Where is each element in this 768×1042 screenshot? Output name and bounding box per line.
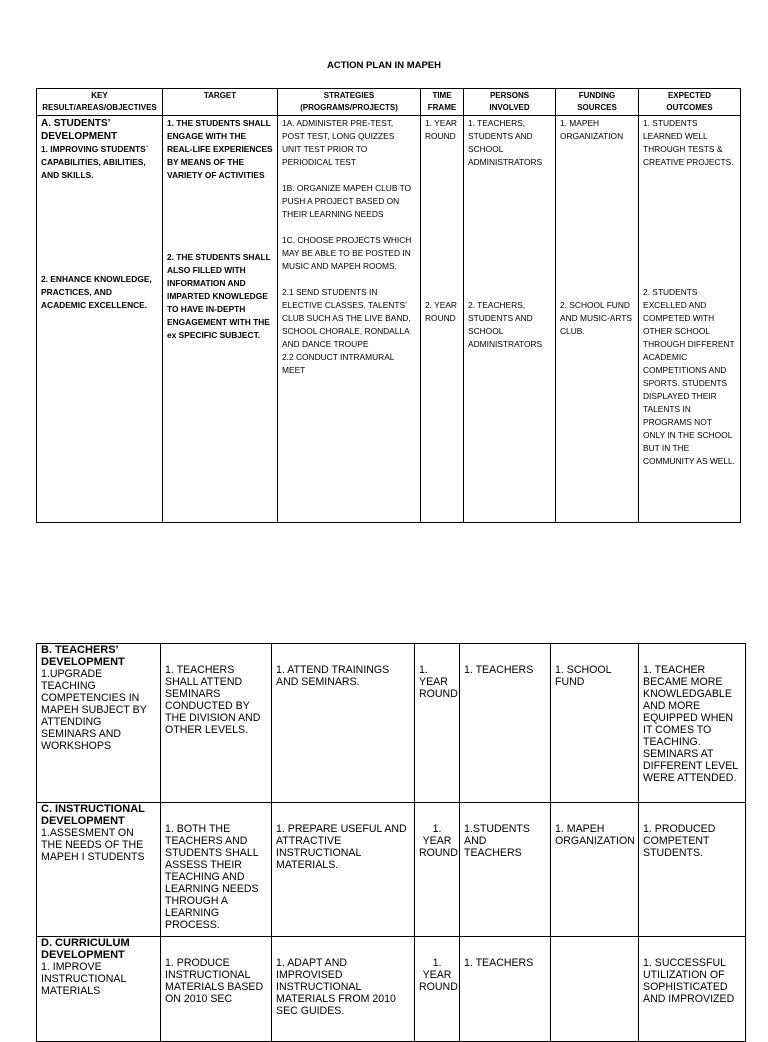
target-text: 1. TEACHERS SHALL ATTEND SEMINARS CONDUCTED BY THE DIVISION AND OTHER LEVELS. xyxy=(165,664,261,736)
key-area-cell xyxy=(37,937,161,1042)
persons-text: 1.STUDENTS AND TEACHERS xyxy=(464,823,530,859)
persons-cell xyxy=(460,803,551,937)
outcome-item: 2. STUDENTS EXCELLED AND COMPETED WITH OTHER SCHOOL THROUGH DIFFERENT ACADEMIC COMPETITIONS AND SPORTS. STUDENTS DISPLAYED THEIR TALENTS IN PROGRAMS NOT ONLY IN THE SCHOOL BUT IN THE COMMUNITY AS WELL. xyxy=(643,287,735,466)
strategies-cell xyxy=(278,116,421,523)
outcome-cell xyxy=(639,644,746,803)
action-plan-table-development xyxy=(36,643,746,1042)
strategy-cell xyxy=(272,803,415,937)
strategy-cell xyxy=(272,644,415,803)
strategy-item: 2.1 SEND STUDENTS IN ELECTIVE CLASSES, TALENTS’ CLUB SUCH AS THE LIVE BAND, SCHOOL CHORALE, RONDALLA AND DANCE TROUPE xyxy=(282,287,411,349)
table-row xyxy=(37,803,746,937)
target-text: 1. BOTH THE TEACHERS AND STUDENTS SHALL ASSESS THEIR TEACHING AND LEARNING NEEDS THROUGH A LEARNING PROCESS. xyxy=(165,823,259,931)
header-expected-outcomes: EXPECTED OUTCOMES xyxy=(639,89,741,116)
outcomes-cell xyxy=(639,116,741,523)
key-area-text: 1. IMPROVE INSTRUCTIONAL MATERIALS xyxy=(41,961,126,997)
time-frame-cell xyxy=(415,803,460,937)
outcome-text: 1. TEACHER BECAME MORE KNOWLEDGABLE AND MORE EQUIPPED WHEN IT COMES TO TEACHING. SEMINARS AT DIFFERENT LEVEL WERE ATTENDED. xyxy=(643,664,738,784)
funding-text: 1. MAPEH ORGANIZATION xyxy=(555,823,635,847)
funding-cell xyxy=(551,937,639,1042)
key-area-title: D. CURRICULUM DEVELOPMENT xyxy=(41,937,130,961)
key-area-item: 1. IMPROVING STUDENTS` CAPABILITIES, ABILITIES, AND SKILLS. xyxy=(41,144,149,180)
target-item: 2. THE STUDENTS SHALL ALSO FILLED WITH INFORMATION AND IMPARTED KNOWLEDGE TO HAVE IN-DEPTH ENGAGEMENT WITH THE ex SPECIFIC SUBJECT. xyxy=(167,252,271,340)
time-frame-item: 1. YEAR ROUND xyxy=(425,118,457,141)
time-frame-cell xyxy=(415,644,460,803)
key-area-title: C. INSTRUCTIONAL DEVELOPMENT xyxy=(41,803,145,827)
key-area-cell xyxy=(37,644,161,803)
page-title: ACTION PLAN IN MAPEH xyxy=(327,60,441,71)
persons-cell xyxy=(460,937,551,1042)
strategy-text: 1. ATTEND TRAININGS AND SEMINARS. xyxy=(276,664,390,688)
target-cell xyxy=(161,803,272,937)
action-plan-table-students xyxy=(36,88,741,523)
outcome-cell xyxy=(639,937,746,1042)
outcome-item: 1. STUDENTS LEARNED WELL THROUGH TESTS & CREATIVE PROJECTS. xyxy=(643,118,734,167)
strategy-item: 1B. ORGANIZE MAPEH CLUB TO PUSH A PROJECT BASED ON THEIR LEARNING NEEDS xyxy=(282,183,412,219)
funding-cell xyxy=(551,803,639,937)
target-text: 1. PRODUCE INSTRUCTIONAL MATERIALS BASED ON 2010 SEC xyxy=(165,957,264,1005)
funding-text: 1. SCHOOL FUND xyxy=(555,664,612,688)
strategy-text: 1. ADAPT AND IMPROVISED INSTRUCTIONAL MATERIALS FROM 2010 SEC GUIDES. xyxy=(276,957,396,1017)
strategy-item: 1A. ADMINISTER PRE-TEST, POST TEST, LONG QUIZZES UNIT TEST PRIOR TO PERIODICAL TEST xyxy=(282,118,395,167)
persons-cell xyxy=(460,644,551,803)
funding-cell xyxy=(556,116,639,523)
persons-cell xyxy=(464,116,556,523)
key-area-text: 1.UPGRADE TEACHING COMPETENCIES IN MAPEH SUBJECT BY ATTENDING SEMINARS AND WORKSHOPS xyxy=(41,668,147,752)
target-cell xyxy=(163,116,278,523)
header-time-frame: TIME FRAME xyxy=(421,89,464,116)
outcome-text: 1. SUCCESSFUL UTILIZATION OF SOPHISTICATED AND IMPROVIZED xyxy=(643,957,735,1005)
header-funding-sources: FUNDING SOURCES xyxy=(556,89,639,116)
funding-cell xyxy=(551,644,639,803)
persons-text: 1. TEACHERS xyxy=(464,957,534,969)
target-item: 1. THE STUDENTS SHALL ENGAGE WITH THE REAL-LIFE EXPERIENCES BY MEANS OF THE VARIETY OF ACTIVITIES xyxy=(167,118,273,180)
outcome-cell xyxy=(639,803,746,937)
header-strategies: STRATEGIES (PROGRAMS/PROJECTS) xyxy=(278,89,421,116)
persons-text: 1. TEACHERS xyxy=(464,664,534,676)
time-frame-text: 1. YEAR ROUND xyxy=(419,664,458,700)
strategy-item: 2.2 CONDUCT INTRAMURAL MEET xyxy=(282,352,395,375)
persons-item: 2. TEACHERS, STUDENTS AND SCHOOL ADMINISTRATORS xyxy=(468,300,543,349)
funding-item: 2. SCHOOL FUND AND MUSIC-ARTS CLUB. xyxy=(560,300,632,336)
strategy-text: 1. PREPARE USEFUL AND ATTRACTIVE INSTRUCTIONAL MATERIALS. xyxy=(276,823,407,871)
time-frame-cell xyxy=(421,116,464,523)
table-row xyxy=(37,937,746,1042)
header-target: TARGET xyxy=(163,89,278,116)
table-row xyxy=(37,116,741,523)
key-area-item: 2. ENHANCE KNOWLEDGE, PRACTICES, AND ACADEMIC EXCELLENCE. xyxy=(41,274,152,310)
time-frame-text: 1. YEAR ROUND xyxy=(419,823,458,859)
key-area-title: A. STUDENTS’ DEVELOPMENT xyxy=(41,118,118,142)
target-cell xyxy=(161,937,272,1042)
header-key-result: KEY RESULT/AREAS/OBJECTIVES xyxy=(37,89,163,116)
header-persons-involved: PERSONS INVOLVED xyxy=(464,89,556,116)
time-frame-item: 2. YEAR ROUND xyxy=(425,300,457,323)
strategy-cell xyxy=(272,937,415,1042)
time-frame-cell xyxy=(415,937,460,1042)
target-cell xyxy=(161,644,272,803)
key-area-text: 1.ASSESMENT ON THE NEEDS OF THE MAPEH I STUDENTS xyxy=(41,827,145,863)
funding-item: 1. MAPEH ORGANIZATION xyxy=(560,118,624,141)
strategy-item: 1C. CHOOSE PROJECTS WHICH MAY BE ABLE TO BE POSTED IN MUSIC AND MAPEH ROOMS. xyxy=(282,235,412,271)
key-area-title: B. TEACHERS’ DEVELOPMENT xyxy=(41,644,125,668)
persons-item: 1. TEACHERS, STUDENTS AND SCHOOL ADMINISTRATORS xyxy=(468,118,543,167)
outcome-text: 1. PRODUCED COMPETENT STUDENTS. xyxy=(643,823,716,859)
table-header-row xyxy=(37,89,741,116)
key-area-cell xyxy=(37,803,161,937)
table-row xyxy=(37,644,746,803)
key-area-cell xyxy=(37,116,163,523)
time-frame-text: 1. YEAR ROUND xyxy=(419,957,458,993)
